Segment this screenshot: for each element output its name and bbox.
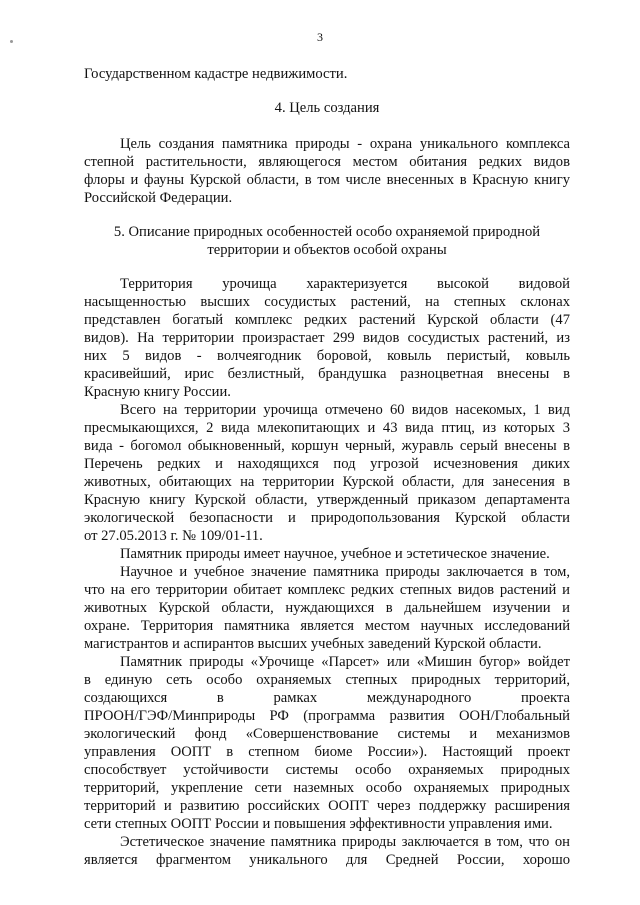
text-line: ПРООН/ГЭФ/Минприроды РФ (программа развития ООН/Глобальный <box>84 708 570 724</box>
text-line: вида - богомол обыкновенный, коршун черный, журавль серый внесены в <box>84 438 570 454</box>
text-line: Красную книгу Курской области, утвержденный приказом департамента <box>84 492 570 508</box>
text-line: представлен богатый комплекс редких растений Курской области (47 <box>84 312 570 328</box>
text-line: Российской Федерации. <box>84 190 233 206</box>
text-line: Красную книгу России. <box>84 384 231 400</box>
text-line: Всего на территории урочища отмечено 60 видов насекомых, 1 вид <box>120 402 570 418</box>
text-line: животных Курской области, нуждающихся в дальнейшем изучении и <box>84 600 570 616</box>
text-line: управления ООПТ в степном биоме России»). Настоящий проект <box>84 744 570 760</box>
text-line: Памятник природы имеет научное, учебное и эстетическое значение. <box>120 546 550 562</box>
section-heading: территории и объектов особой охраны <box>207 242 447 258</box>
text-line: территорий и развитию российских ООПТ через поддержку расширения <box>84 798 570 814</box>
text-line: Перечень редких и находящихся под угрозой исчезновения диких <box>84 456 570 472</box>
text-line: Цель создания памятника природы - охрана уникального комплекса <box>120 136 570 152</box>
text-line: Памятник природы «Урочище «Парсет» или «Мишин бугор» войдет <box>120 654 570 670</box>
text-line: Государственном кадастре недвижимости. <box>84 66 348 82</box>
text-line: экологической безопасности и природопользования Курской области <box>84 510 570 526</box>
text-line: красивейший, ирис безлистный, брандушка разноцветная внесены в <box>84 366 570 382</box>
text-line: насыщенностью высших сосудистых растений, на степных склонах <box>84 294 570 310</box>
text-line: экологический фонд «Совершенствование системы и механизмов <box>84 726 570 742</box>
text-line: Научное и учебное значение памятника природы заключается в том, <box>120 564 570 580</box>
text-line: животных, обитающих на территории Курской области, для занесения в <box>84 474 570 490</box>
text-line: магистрантов и аспирантов высших учебных заведений Курской области. <box>84 636 542 652</box>
text-line: от 27.05.2013 г. № 109/01-11. <box>84 528 263 544</box>
text-line: охране. Территория памятника является местом научных исследований <box>84 618 570 634</box>
text-line: территорий, укрепление сети наземных особо охраняемых природных <box>84 780 570 796</box>
text-line: создающихся в рамках международного проекта <box>84 690 570 706</box>
section-heading: 4. Цель создания <box>274 100 380 116</box>
text-line: что на его территории обитает комплекс редких степных видов растений и <box>84 582 570 598</box>
text-line: пресмыкающихся, 2 вида млекопитающих и 43 вида птиц, из которых 3 <box>84 420 570 436</box>
text-line: видов). На территории произрастает 299 видов сосудистых растений, из <box>84 330 570 346</box>
text-line: способствует устойчивости системы особо охраняемых природных <box>84 762 570 778</box>
text-line: них 5 видов - волчеягодник боровой, ковыль перистый, ковыль <box>84 348 570 364</box>
section-heading: 5. Описание природных особенностей особо охраняемой природной <box>113 224 541 240</box>
text-line: в единую сеть особо охраняемых степных природных территорий, <box>84 672 570 688</box>
text-line: Территория урочища характеризуется высокой видовой <box>120 276 570 292</box>
text-line: является фрагментом уникального для Средней России, хорошо <box>84 852 570 868</box>
text-line: сети степных ООПТ России и повышения эффективности управления ими. <box>84 816 553 832</box>
text-line: степной растительности, являющегося местом обитания редких видов <box>84 154 570 170</box>
text-line: флоры и фауны Курской области, в том числе внесенных в Красную книгу <box>84 172 570 188</box>
text-line: Эстетическое значение памятника природы заключается в том, что он <box>120 834 570 850</box>
page-number: 3 <box>317 30 323 44</box>
